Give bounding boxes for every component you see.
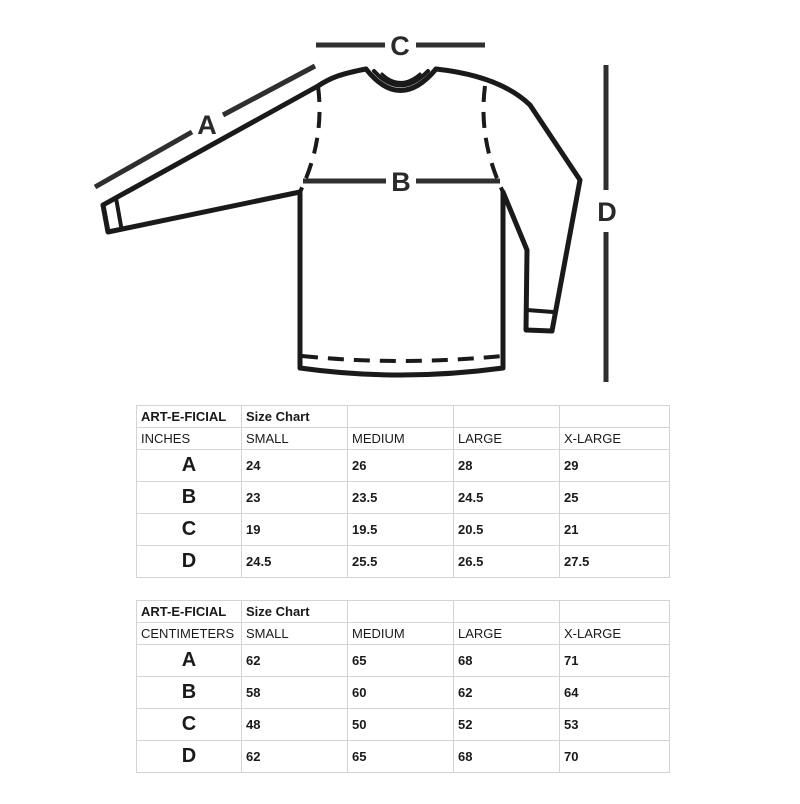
value-cell: 23.5 [348,482,454,514]
brand-cell: ART-E-FICIAL [137,601,242,623]
value-cell: 50 [348,709,454,741]
value-cell: 28 [454,450,560,482]
value-cell: 26.5 [454,546,560,578]
size-header: LARGE [454,623,560,645]
dimension-label-c: C [390,31,410,61]
table-row [137,482,670,514]
value-cell: 21 [560,514,670,546]
dimension-label-b: B [391,167,411,197]
measure-label: B [137,482,242,514]
measure-label: A [137,645,242,677]
size-header: SMALL [242,623,348,645]
left-armhole-stitch [300,86,320,192]
brand-cell: ART-E-FICIAL [137,406,242,428]
value-cell: 24.5 [242,546,348,578]
value-cell: 25 [560,482,670,514]
value-cell: 62 [454,677,560,709]
hem-stitch [302,356,502,361]
table-row [137,709,670,741]
value-cell: 53 [560,709,670,741]
measure-label: B [137,677,242,709]
unit-cell: CENTIMETERS [137,623,242,645]
title-cell: Size Chart [242,601,348,623]
sweatshirt-outline [103,69,580,375]
value-cell: 68 [454,645,560,677]
value-cell: 20.5 [454,514,560,546]
measure-label: D [137,741,242,773]
table-row [137,450,670,482]
value-cell: 65 [348,645,454,677]
value-cell: 60 [348,677,454,709]
size-header: X-LARGE [560,428,670,450]
table-row [137,546,670,578]
size-table-inches [136,405,670,578]
table-row [137,514,670,546]
table-size-row [137,428,670,450]
value-cell: 27.5 [560,546,670,578]
value-cell: 19.5 [348,514,454,546]
value-cell: 71 [560,645,670,677]
value-cell: 48 [242,709,348,741]
title-cell: Size Chart [242,406,348,428]
value-cell: 23 [242,482,348,514]
value-cell: 29 [560,450,670,482]
table-row [137,645,670,677]
value-cell: 25.5 [348,546,454,578]
left-cuff-seam [116,198,121,226]
value-cell: 62 [242,741,348,773]
size-header: MEDIUM [348,428,454,450]
unit-cell: INCHES [137,428,242,450]
measure-label: C [137,709,242,741]
size-header: MEDIUM [348,623,454,645]
size-table-centimeters [136,600,670,773]
sweatshirt-measurement-diagram [0,0,800,400]
value-cell: 52 [454,709,560,741]
measure-label: A [137,450,242,482]
size-header: LARGE [454,428,560,450]
size-header: X-LARGE [560,623,670,645]
right-armhole-stitch [483,86,503,192]
measure-label: C [137,514,242,546]
value-cell: 64 [560,677,670,709]
table-header-row [137,406,670,428]
sweatshirt-body-path [103,69,580,375]
measure-line-a1 [95,132,192,187]
value-cell: 62 [242,645,348,677]
value-cell: 19 [242,514,348,546]
measure-line-a2 [223,66,315,115]
size-header: SMALL [242,428,348,450]
dimension-label-a: A [197,110,217,140]
table-size-row [137,623,670,645]
stitch-lines [300,86,503,361]
value-cell: 70 [560,741,670,773]
value-cell: 65 [348,741,454,773]
value-cell: 58 [242,677,348,709]
table-row [137,741,670,773]
right-cuff-seam [527,310,553,312]
measure-label: D [137,546,242,578]
value-cell: 24 [242,450,348,482]
table-header-row [137,601,670,623]
value-cell: 26 [348,450,454,482]
value-cell: 68 [454,741,560,773]
value-cell: 24.5 [454,482,560,514]
table-row [137,677,670,709]
dimension-label-d: D [597,197,617,227]
